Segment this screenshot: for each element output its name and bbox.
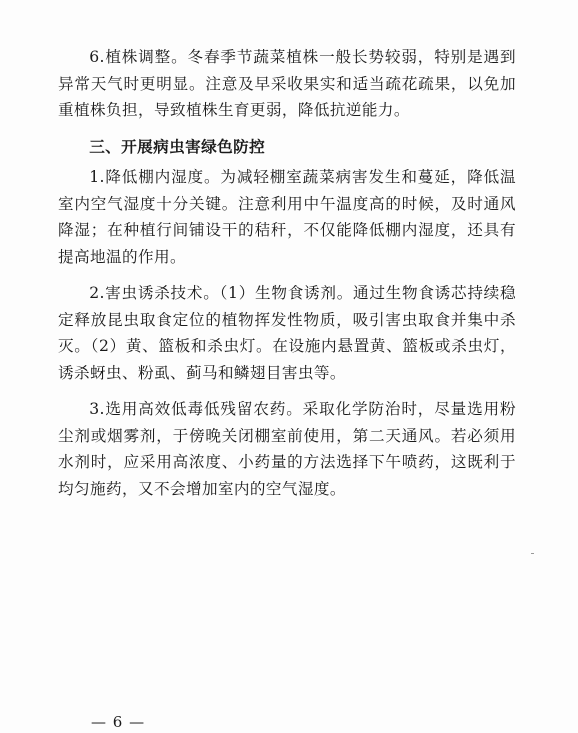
paragraph-low-toxicity-pesticides: 3.选用高效低毒低残留农药。采取化学防治时，尽量选用粉尘剂或烟雾剂，于傍晚关闭棚室前使用，第二天通风。若必须用水剂时，应采用高浓度、小药量的方法选择下午喷药，这既利于均匀施药，又不会增加室内的空气湿度。: [58, 400, 516, 498]
document-body: [58, 44, 516, 512]
paragraph-reduce-humidity: 1.降低棚内湿度。为减轻棚室蔬菜病害发生和蔓延，降低温室内空气湿度十分关键。注意利用中午温度高的时候，及时通风降湿；在种植行间铺设干的秸秆，不仅能降低棚内湿度，还具有提高地温的作用。: [58, 168, 516, 266]
page-number: — 6 —: [91, 713, 146, 731]
paragraph-pest-trapping: 2.害虫诱杀技术。（1）生物食诱剂。通过生物食诱芯持续稳定释放昆虫取食定位的植物挥发性物质，吸引害虫取食并集中杀灭。（2）黄、篮板和杀虫灯。在设施内悬置黄、篮板或杀虫灯，诱杀蚜虫、粉虱、蓟马和鳞翅目害虫等。: [58, 284, 516, 382]
paragraph-plant-adjustment: 6.植株调整。冬春季节蔬菜植株一般长势较弱，特别是遇到异常天气时更明显。注意及早采收果实和适当疏花疏果，以免加重植株负担，导致植株生育更弱，降低抗逆能力。: [58, 48, 516, 119]
section-heading-pest-control: 三、开展病虫害绿色防控: [89, 137, 266, 156]
scan-speck: [531, 553, 534, 554]
